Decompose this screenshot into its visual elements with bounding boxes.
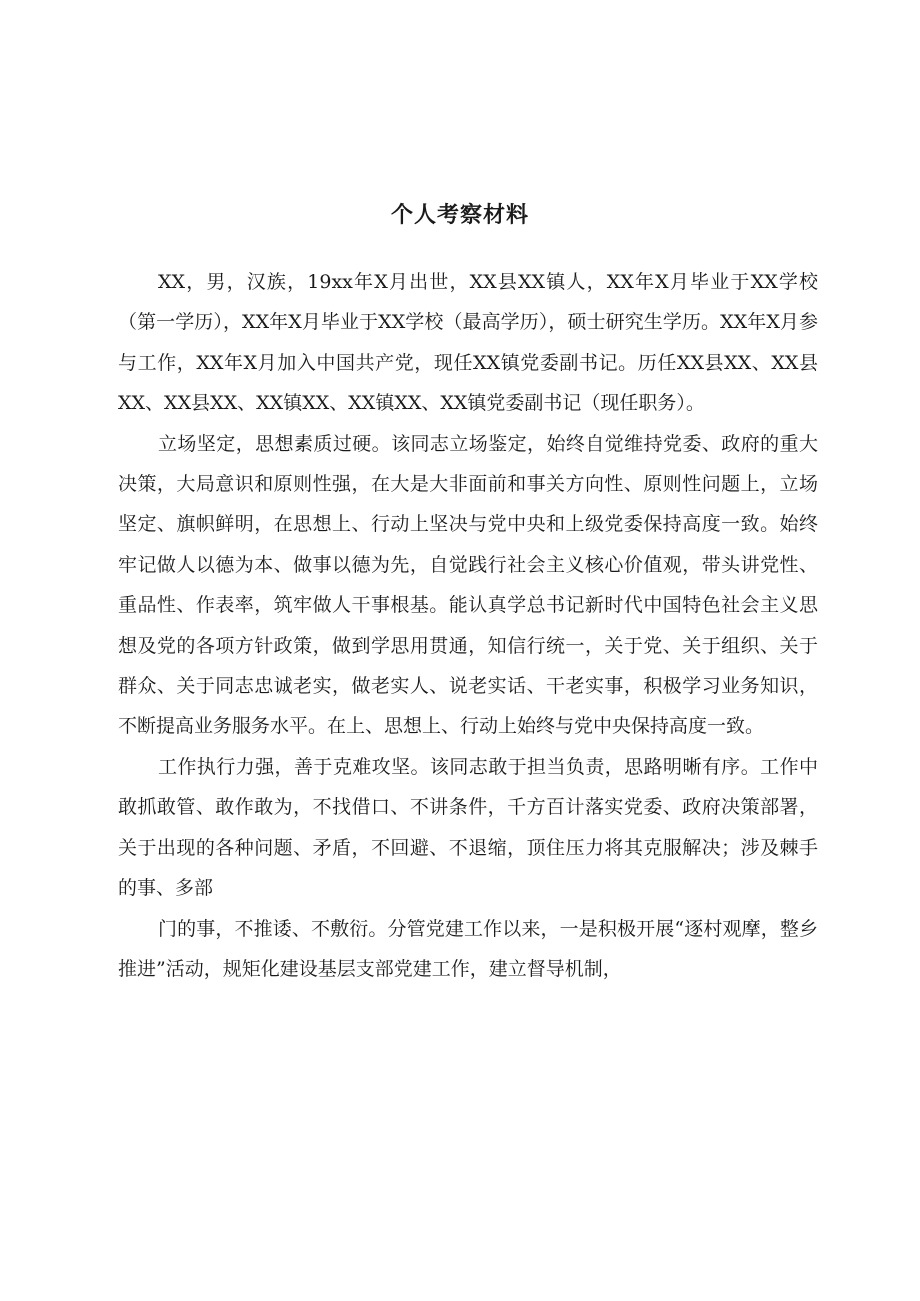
document-title: 个人考察材料 <box>390 203 529 228</box>
paragraph-political-stance: 立场坚定，思想素质过硬。该同志立场鉴定，始终自觉维持党委、政府的重大决策，大局意识和原则性强，在大是大非面前和事关方向性、原则性问题上，立场坚定、旗帜鲜明，在思想上、行动上坚决与党中央和上级党委保持高度一致。始终牢记做人以德为本、做事以德为先，自觉践行社会主义核心价值观，带头讲党性、重品性、作表率，筑牢做人干事根基。能认真学总书记新时代中国特色社会主义思想及党的各项方针政策，做到学思用贯通，知信行统一，关于党、关于组织、关于群众、关于同志忠诚老实，做老实人、说老实话、干老实事，积极学习业务知识，不断提高业务服务水平。在上、思想上、行动上始终与党中央保持高度一致。 <box>118 432 818 738</box>
paragraph-party-building: 门的事，不推诿、不敷衍。分管党建工作以来，一是积极开展“逐村观摩，整乡推进”活动，规矩化建设基层支部党建工作，建立督导机制， <box>118 917 818 980</box>
paragraph-personal-info: XX，男，汉族，19xx年X月出世，XX县XX镇人，XX年X月毕业于XX学校（第一学历），XX年X月毕业于XX学校（最高学历），硕士研究生学历。XX年X月参与工作，XX年X月加入中国共产党，现任XX镇党委副书记。历任XX县XX、XX县XX、XX县XX、XX镇XX、XX镇XX、XX镇党委副书记（现任职务）。 <box>118 271 818 415</box>
paragraph-work-execution: 工作执行力强，善于克难攻坚。该同志敢于担当负责，思路明晰有序。工作中敢抓敢管、敢作敢为，不找借口、不讲条件，千方百计落实党委、政府决策部署，关于出现的各种问题、矛盾，不回避、不退缩，顶住压力将其克服解决；涉及棘手的事、多部 <box>118 755 818 900</box>
document-body <box>118 262 818 989</box>
